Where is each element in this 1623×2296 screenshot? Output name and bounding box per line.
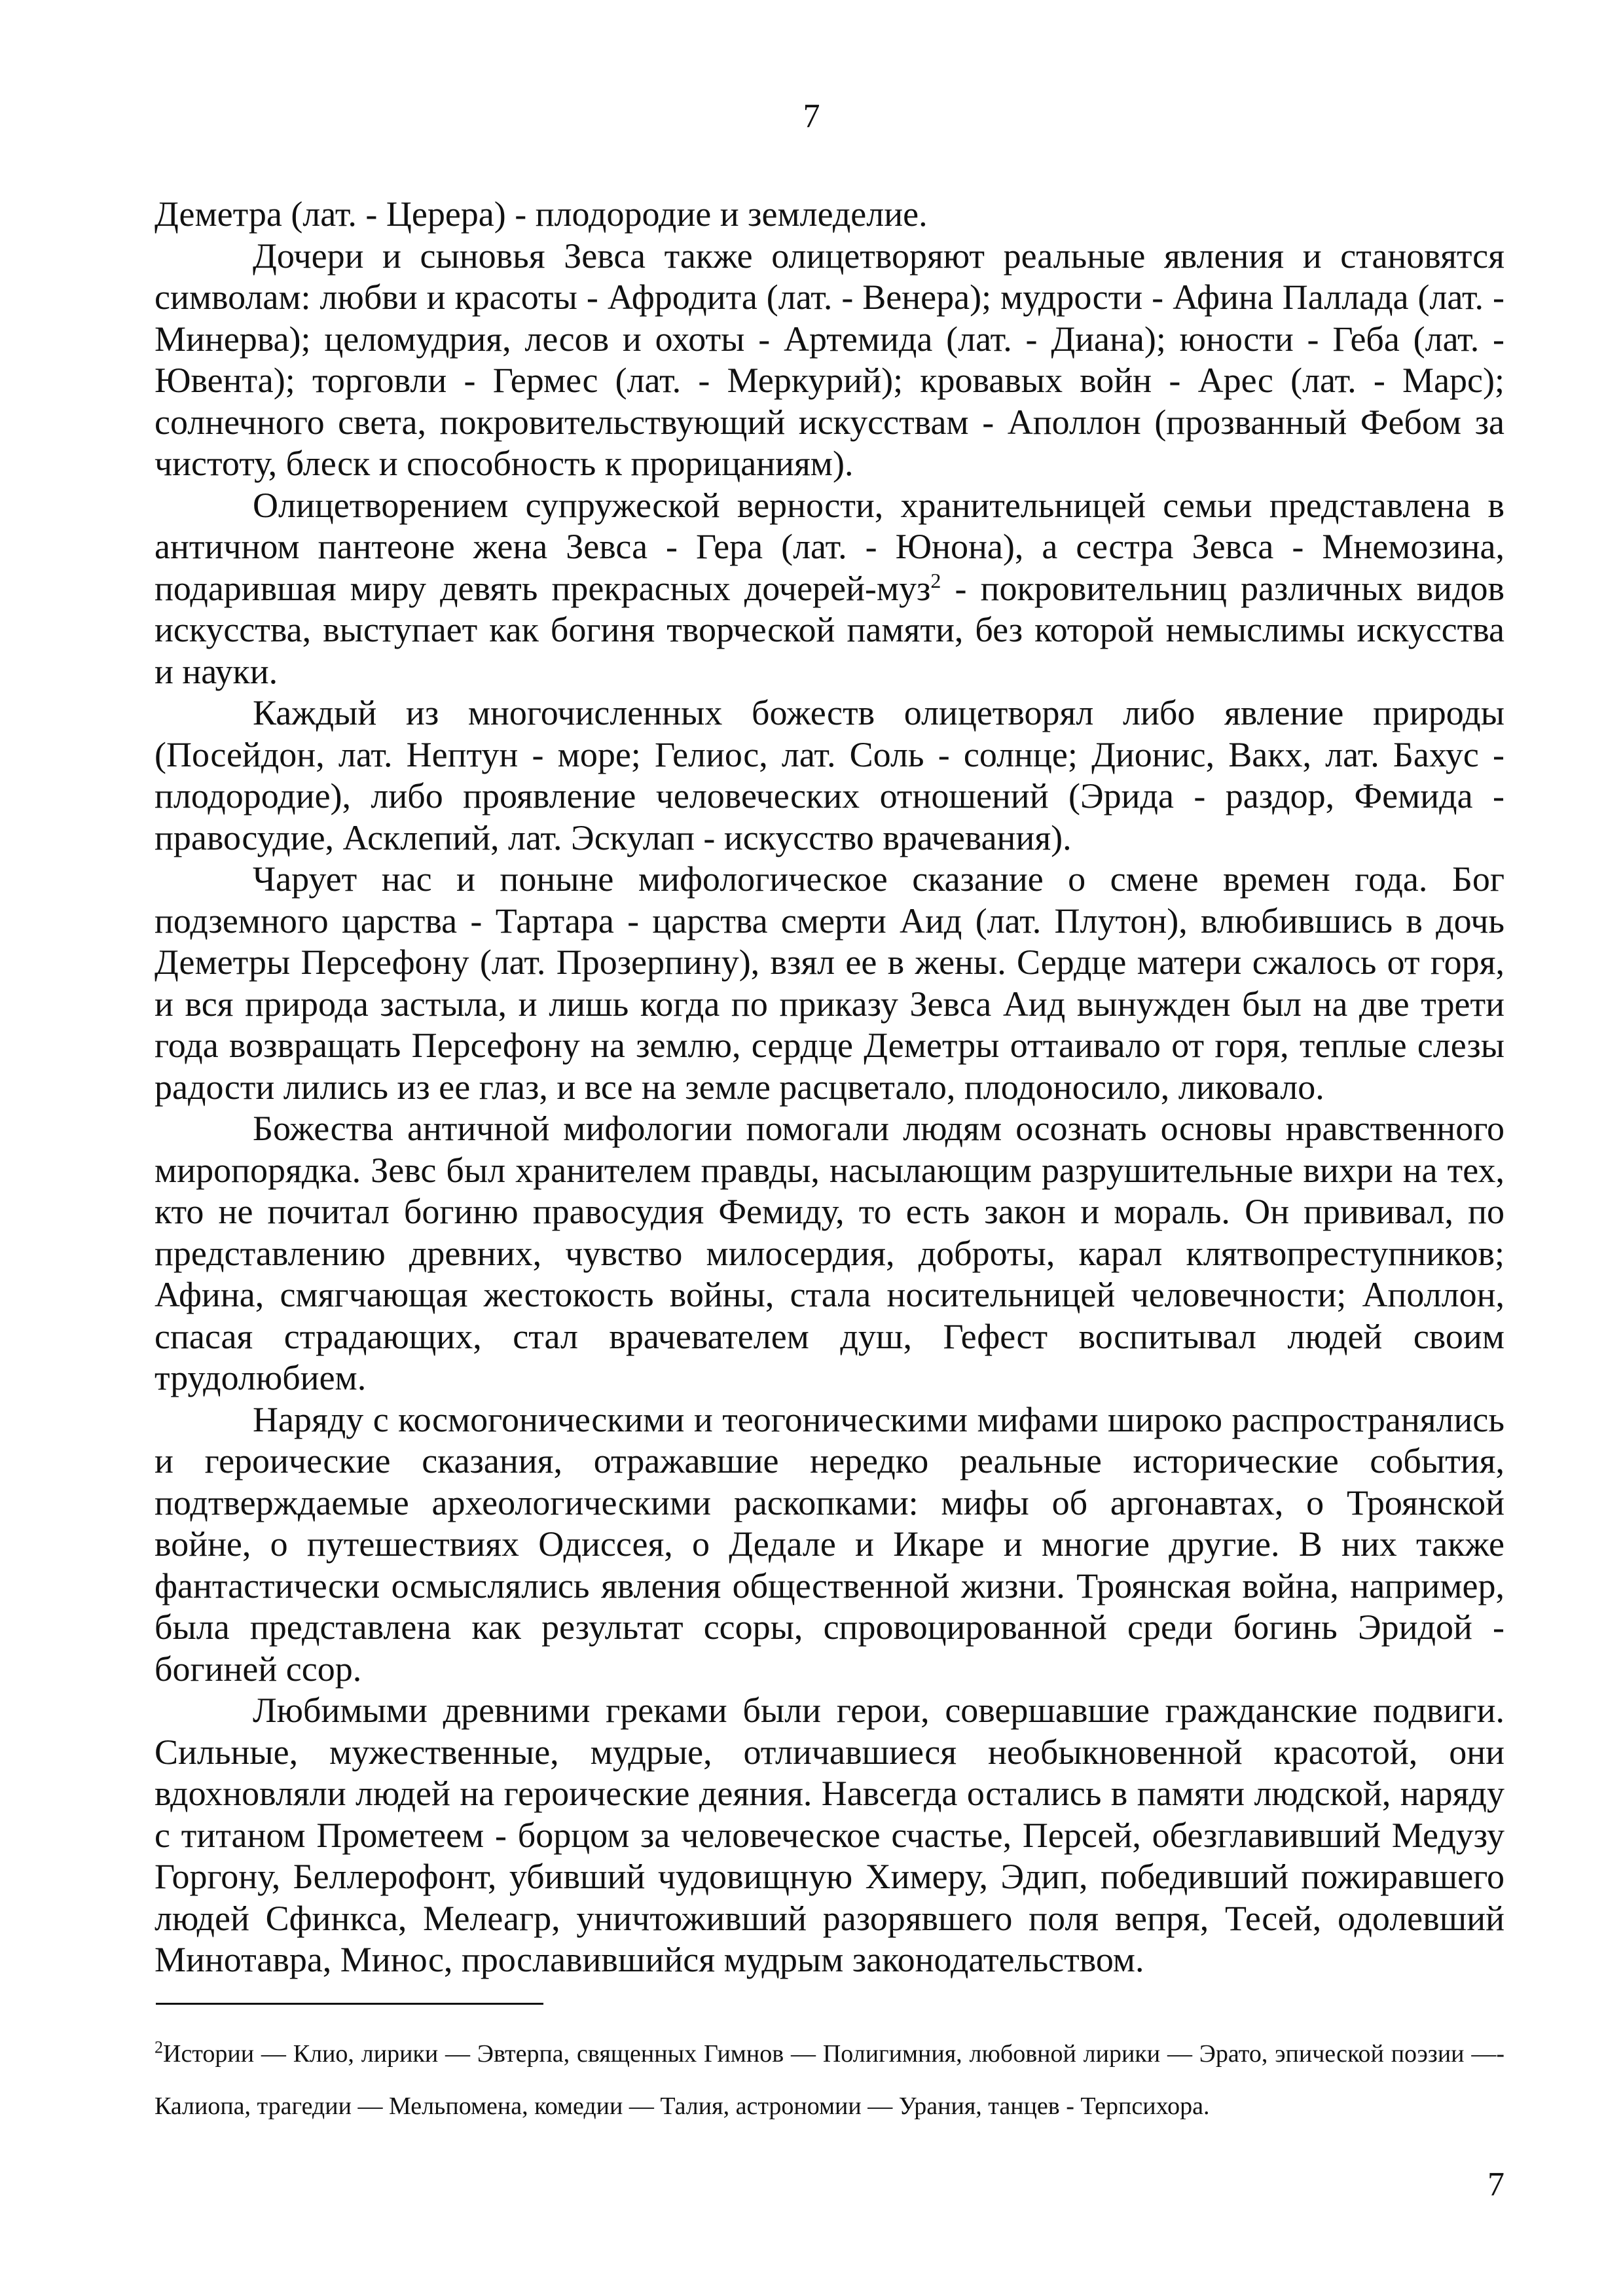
footnote-text: Истории — Клио, лирики — Эвтерпа, священных Гимнов — Полигимния, любовной лирики — Эрато, эпической поэзии —- Калиопа, трагедии — Мельпомена, комедии — Талия, астрономии — Урания, танцев - Терпсихора. xyxy=(155,2040,1504,2120)
page-number-bottom: 7 xyxy=(1487,2166,1504,2203)
paragraph-6: Божества античной мифологии помогали людям осознать основы нравственного миропорядка. Зевс был хранителем правды, насылающим разрушительные вихри на тех, кто не почитал богиню правосудия Фемиду, то есть закон и мораль. Он прививал, по представлению древних, чувство милосердия, доброты, карал клятвопреступников; Афина, смягчающая жестокость войны, стала носительницей человечности; Аполлон, спасая страдающих, стал врачевателем душ, Гефест воспитывал людей своим трудолюбием. xyxy=(155,1109,1504,1397)
paragraph-5: Чарует нас и поныне мифологическое сказание о смене времен года. Бог подземного царства - Тартара - царства смерти Аид (лат. Плутон), влюбившись в дочь Деметры Персефону (лат. Прозерпину), взял ее в жены. Сердце матери сжалось от горя, и вся природа застыла, и лишь когда по приказу Зевса Аид вынужден был на две трети года возвращать Персефону на землю, сердце Деметры оттаивало от горя, теплые слезы радости лились из ее глаз, и все на земле расцветало, плодоносило, ликовало. xyxy=(155,859,1504,1107)
paragraph-3 xyxy=(155,485,1504,693)
footnote-divider xyxy=(156,2003,543,2005)
main-text xyxy=(155,194,1504,1981)
paragraph-2: Дочери и сыновья Зевса также олицетворяют реальные явления и становятся символам: любви и красоты - Афродита (лат. - Венера); мудрости - Афина Паллада (лат. - Минерва); целомудрия, лесов и охоты - Артемида (лат. - Диана); юности - Геба (лат. - Ювента); торговли - Гермес (лат. - Меркурий); кровавых войн - Арес (лат. - Марс); солнечного света, покровительствующий искусствам - Аполлон (прозванный Фебом за чистоту, блеск и способность к прорицаниям). xyxy=(155,236,1504,483)
page-number-top: 7 xyxy=(803,98,820,135)
paragraph-4: Каждый из многочисленных божеств олицетворял либо явление природы (Посейдон, лат. Нептун - море; Гелиос, лат. Соль - солнце; Дионис, Вакх, лат. Бахус - плодородие), либо проявление человеческих отношений (Эрида - раздор, Фемида - правосудие, Асклепий, лат. Эскулап - искусство врачевания). xyxy=(155,693,1504,857)
paragraph-7: Наряду с космогоническими и теогоническими мифами широко распространялись и героические сказания, отражавшие нередко реальные исторические события, подтверждаемые археологическими раскопками: мифы об аргонавтах, о Троянской войне, о путешествиях Одиссея, о Дедале и Икаре и многие другие. В них также фантастически осмыслялись явления общественной жизни. Троянская война, например, была представлена как результат ссоры, спровоцированной среди богинь Эридой - богиней ссор. xyxy=(155,1399,1504,1689)
paragraph-3-text-before: Олицетворением супружеской верности, хранительницей семьи представлена в античном пантеоне жена Зевса - Гера (лат. - Юнона), а сестра Зевса - Мнемозина, подарившая миру девять прекрасных дочерей-муз xyxy=(155,485,1504,608)
footnote-marker: 2 xyxy=(155,2037,163,2057)
paragraph-1: Деметра (лат. - Церера) - плодородие и земледелие. xyxy=(155,194,928,234)
footnote-reference: 2 xyxy=(930,568,941,592)
footnote xyxy=(155,2028,1504,2132)
paragraph-8: Любимыми древними греками были герои, совершавшие гражданские подвиги. Сильные, мужественные, мудрые, отличавшиеся необыкновенной красотой, они вдохновляли людей на героические деяния. Навсегда остались в памяти людской, наряду с титаном Прометеем - борцом за человеческое счастье, Персей, обезглавивший Медузу Горгону, Беллерофонт, убивший чудовищную Химеру, Эдип, победивший пожиравшего людей Сфинкса, Мелеагр, уничтоживший разорявшего поля вепря, Тесей, одолевший Минотавра, Минос, прославившийся мудрым законодательством. xyxy=(155,1691,1504,1979)
paragraph-3-text-after: - покровительниц различных видов искусства, выступает как богиня творческой памяти, без которой немыслимы искусства и науки. xyxy=(155,568,1504,691)
